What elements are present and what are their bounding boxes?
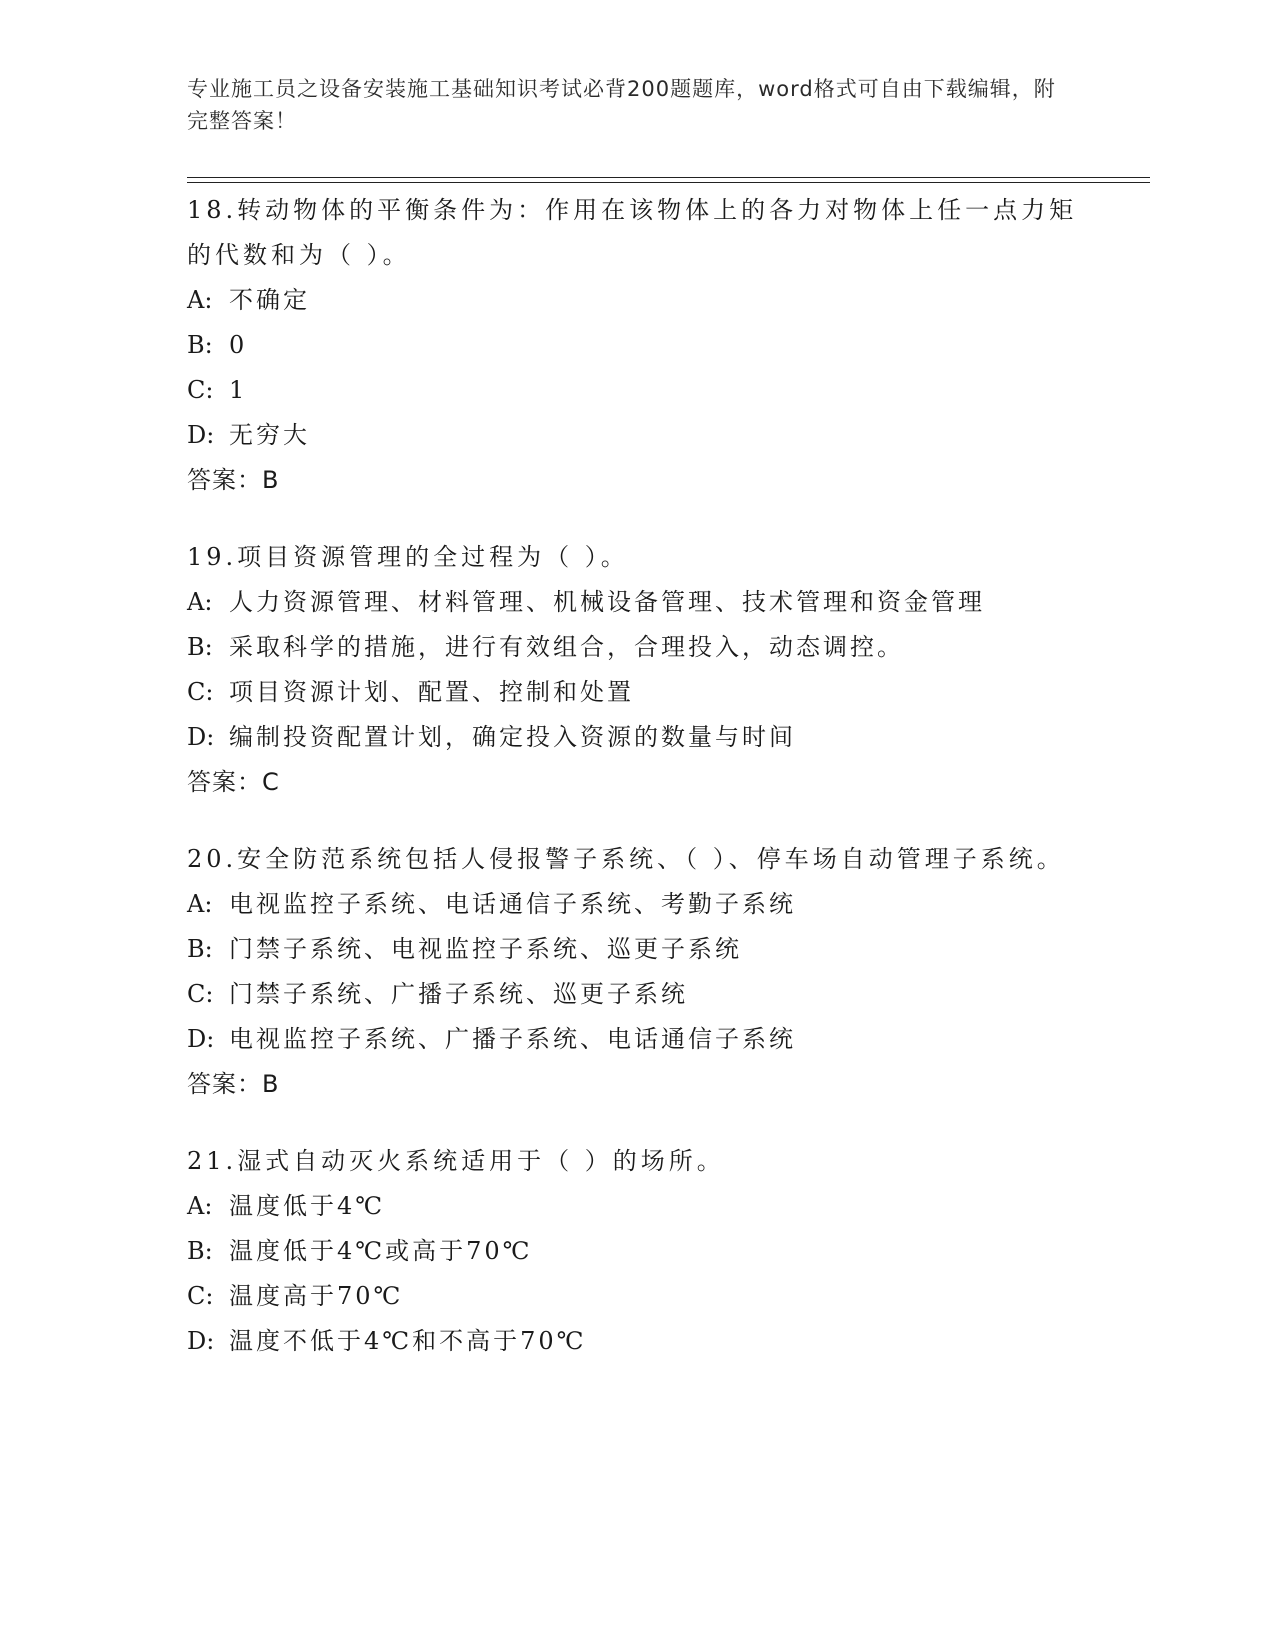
option-d xyxy=(187,715,1087,760)
option-letter: C: xyxy=(187,376,214,404)
option-a xyxy=(187,580,1087,625)
header-divider-bottom xyxy=(187,182,1150,183)
option-letter: B: xyxy=(187,633,213,661)
option-d xyxy=(187,413,1087,458)
option-text: 项目资源计划、配置、控制和处置 xyxy=(229,678,634,706)
option-b xyxy=(187,927,1087,972)
option-letter: B: xyxy=(187,331,213,359)
option-text: 温度低于4℃或高于70℃ xyxy=(229,1237,533,1265)
option-a xyxy=(187,1184,1087,1229)
question-text: 21.湿式自动灭火系统适用于（ ）的场所。 xyxy=(187,1147,725,1175)
option-letter: C: xyxy=(187,678,214,706)
option-letter: A: xyxy=(187,1192,213,1220)
option-text: 电视监控子系统、广播子系统、电话通信子系统 xyxy=(229,1025,796,1053)
question-text: 19.项目资源管理的全过程为（ ）。 xyxy=(187,543,629,571)
option-text: 温度高于70℃ xyxy=(229,1282,404,1310)
question-21 xyxy=(187,1139,1087,1364)
answer-line: 答案：C xyxy=(187,768,280,796)
option-c xyxy=(187,670,1087,715)
answer-line: 答案：B xyxy=(187,1070,280,1098)
option-text: 无穷大 xyxy=(229,421,310,449)
option-text: 编制投资配置计划，确定投入资源的数量与时间 xyxy=(229,723,796,751)
option-text: 门禁子系统、电视监控子系统、巡更子系统 xyxy=(229,935,742,963)
option-letter: D: xyxy=(187,723,215,751)
option-text: 采取科学的措施，进行有效组合，合理投入，动态调控。 xyxy=(229,633,904,661)
option-letter: C: xyxy=(187,980,214,1008)
option-letter: A: xyxy=(187,588,213,616)
option-text: 人力资源管理、材料管理、机械设备管理、技术管理和资金管理 xyxy=(229,588,985,616)
option-b xyxy=(187,1229,1087,1274)
option-a xyxy=(187,882,1087,927)
option-text: 1 xyxy=(229,376,248,404)
option-c xyxy=(187,1274,1087,1319)
document-header: 专业施工员之设备安装施工基础知识考试必背200题题库，word格式可自由下载编辑，附完整答案！ xyxy=(187,77,1056,133)
option-letter: B: xyxy=(187,1237,213,1265)
option-c xyxy=(187,368,1087,413)
option-b xyxy=(187,625,1087,670)
question-18 xyxy=(187,188,1087,503)
option-letter: D: xyxy=(187,421,215,449)
question-list xyxy=(187,188,1087,1396)
option-d xyxy=(187,1017,1087,1062)
option-d xyxy=(187,1319,1087,1364)
question-20 xyxy=(187,837,1087,1107)
option-text: 门禁子系统、广播子系统、巡更子系统 xyxy=(229,980,688,1008)
question-text: 20.安全防范系统包括人侵报警子系统、（ ）、停车场自动管理子系统。 xyxy=(187,845,1065,873)
option-text: 电视监控子系统、电话通信子系统、考勤子系统 xyxy=(229,890,796,918)
answer-line: 答案：B xyxy=(187,466,280,494)
option-letter: B: xyxy=(187,935,213,963)
option-a xyxy=(187,278,1087,323)
question-text: 18.转动物体的平衡条件为：作用在该物体上的各力对物体上任一点力矩的代数和为（ ）。 xyxy=(187,196,1078,269)
option-text: 温度不低于4℃和不高于70℃ xyxy=(229,1327,587,1355)
option-b xyxy=(187,323,1087,368)
option-letter: D: xyxy=(187,1025,215,1053)
option-letter: A: xyxy=(187,286,213,314)
option-letter: A: xyxy=(187,890,213,918)
option-letter: C: xyxy=(187,1282,214,1310)
option-c xyxy=(187,972,1087,1017)
option-text: 0 xyxy=(229,331,248,359)
option-letter: D: xyxy=(187,1327,215,1355)
header-divider-top xyxy=(187,177,1150,178)
question-19 xyxy=(187,535,1087,805)
option-text: 温度低于4℃ xyxy=(229,1192,386,1220)
option-text: 不确定 xyxy=(229,286,310,314)
